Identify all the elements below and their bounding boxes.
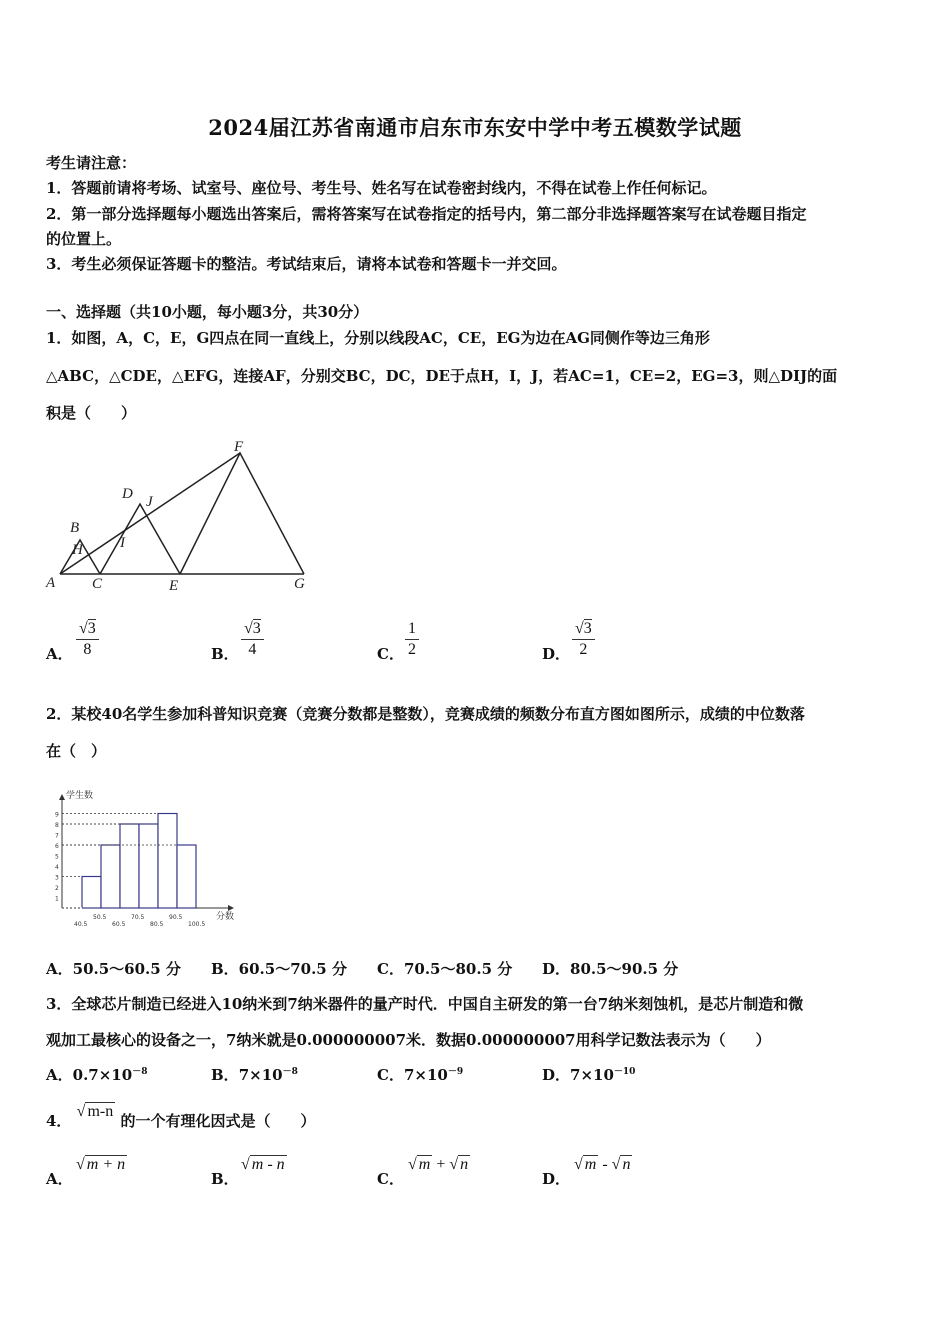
notice-item-1: 1．答题前请将考场、试室号、座位号、考生号、姓名写在试卷密封线内，不得在试卷上作任何标记。 — [46, 179, 717, 197]
x-tick-label: 90.5 — [169, 914, 183, 921]
y-tick-label: 5 — [55, 853, 59, 861]
y-tick-label: 1 — [55, 895, 59, 903]
section-heading: 一、选择题（共10小题，每小题3分，共30分） — [46, 303, 369, 321]
q1-option-c-value: 1 2 — [405, 620, 419, 659]
label-d: D — [122, 486, 133, 502]
q1-line-3: 积是（ ） — [46, 404, 137, 422]
y-axis-arrow — [59, 794, 65, 800]
x-tick-label: 60.5 — [112, 921, 126, 928]
q3-line-2: 观加工最核心的设备之一，7纳米就是0.000000007米．数据0.000000007用科学记数法表示为（ ） — [46, 1031, 771, 1049]
histogram-bar — [120, 824, 139, 908]
label-e: E — [169, 578, 179, 594]
q1-option-c-letter: C． — [377, 645, 404, 663]
q1-line-2: △ABC，△CDE，△EFG，连接AF，分别交BC，DC，DE于点H，I，J，若AC=1，CE=2，EG=3，则△DIJ的面 — [46, 367, 838, 385]
q3-line-1: 3．全球芯片制造已经进入10纳米到7纳米器件的量产时代．中国自主研发的第一台7纳米刻蚀机，是芯片制造和微 — [46, 995, 804, 1013]
label-a: A — [46, 575, 56, 591]
y-tick-label: 8 — [55, 822, 59, 829]
label-c: C — [92, 576, 103, 592]
notice-heading: 考生请注意： — [46, 154, 137, 172]
q1-option-b-letter: B． — [211, 645, 239, 663]
y-tick-label: 4 — [55, 864, 59, 871]
q1-option-a-letter: A． — [46, 645, 73, 663]
q1-option-d-value: √3 2 — [572, 620, 595, 659]
histogram-bar — [82, 877, 101, 909]
triangle-efg — [180, 453, 304, 574]
q4-option-a-value: √ m + n — [76, 1156, 126, 1173]
x-tick-label: 100.5 — [188, 921, 206, 928]
q1-option-b-value: √3 4 — [241, 620, 264, 659]
q2-option-c: C．70.5～80.5 分 — [377, 960, 513, 978]
notice-item-3: 3．考生必须保证答题卡的整洁。考试结束后，请将本试卷和答题卡一并交回。 — [46, 255, 567, 273]
q1-line-1: 1．如图，A，C，E，G四点在同一直线上，分别以线段AC，CE，EG为边在AG同侧作等边三角形 — [46, 329, 710, 347]
y-tick-label: 9 — [55, 811, 59, 819]
q4-option-c-value: √ m + √ n — [408, 1156, 469, 1173]
q4-option-d-letter: D． — [542, 1170, 571, 1188]
line-af — [60, 453, 240, 574]
notice-item-2: 2．第一部分选择题每小题选出答案后，需将答案写在试卷指定的括号内，第二部分非选择题答案写在试卷题目指定 — [46, 205, 807, 223]
histogram-bar — [158, 814, 177, 909]
y-tick-label: 3 — [55, 874, 59, 882]
q2-option-b: B．60.5～70.5 分 — [211, 960, 347, 978]
label-j: J — [146, 494, 153, 510]
label-b: B — [70, 520, 80, 536]
q4-option-c-letter: C． — [377, 1170, 404, 1188]
q3-option-a: A．$0.7\times 10^{-8}$ — [46, 1066, 148, 1084]
q2-line-2: 在（ ） — [46, 742, 107, 760]
q4-option-b-value: √ m - n — [241, 1156, 285, 1173]
q2-line-1: 2．某校40名学生参加科普知识竞赛（竞赛分数都是整数），竞赛成绩的频数分布直方图如图所示，成绩的中位数落 — [46, 705, 805, 723]
notice-item-2-cont: 的位置上。 — [46, 230, 122, 248]
q4-option-b-letter: B． — [211, 1170, 239, 1188]
q2-histogram — [46, 786, 241, 934]
q2-option-d: D．80.5～90.5 分 — [542, 960, 679, 978]
histogram-bar — [177, 845, 196, 908]
q3-option-b: B．$7\times 10^{-8}$ — [211, 1066, 298, 1084]
q3-option-c: C．$7\times 10^{-9}$ — [377, 1066, 464, 1084]
x-tick-label: 50.5 — [93, 914, 107, 921]
page-title: 2024届江苏省南通市启东市东安中学中考五模数学试题 — [208, 115, 742, 140]
label-f: F — [234, 439, 244, 455]
y-tick-label: 7 — [55, 832, 59, 840]
histogram-bar — [101, 845, 120, 908]
q1-option-a-value: √3 8 — [76, 620, 99, 659]
label-h: H — [72, 542, 83, 558]
x-axis-arrow — [228, 905, 234, 911]
q2-option-a: A．50.5～60.5 分 — [46, 960, 181, 978]
y-tick-label: 6 — [55, 843, 59, 850]
q4-radical: √ m-n — [76, 1103, 114, 1120]
q4-option-a-letter: A． — [46, 1170, 73, 1188]
q4-option-d-value: √ m - √ n — [574, 1156, 631, 1173]
q1-option-d-letter: D． — [542, 645, 571, 663]
x-tick-label: 70.5 — [131, 914, 145, 921]
histogram-ylabel: 学生数 — [66, 791, 94, 801]
x-tick-label: 40.5 — [74, 921, 88, 928]
label-g: G — [294, 576, 305, 592]
x-tick-label: 80.5 — [150, 921, 164, 928]
q1-triangle-figure — [42, 436, 317, 596]
histogram-xlabel: 分数 — [216, 912, 235, 922]
histogram-bar — [139, 824, 158, 908]
y-tick-label: 2 — [55, 885, 59, 892]
q4-stem: 4． √ m-n 的一个有理化因式是（ ） — [46, 1103, 316, 1130]
q3-option-d: D．$7\times 10^{-10}$ — [542, 1066, 636, 1084]
label-i: I — [120, 535, 125, 551]
